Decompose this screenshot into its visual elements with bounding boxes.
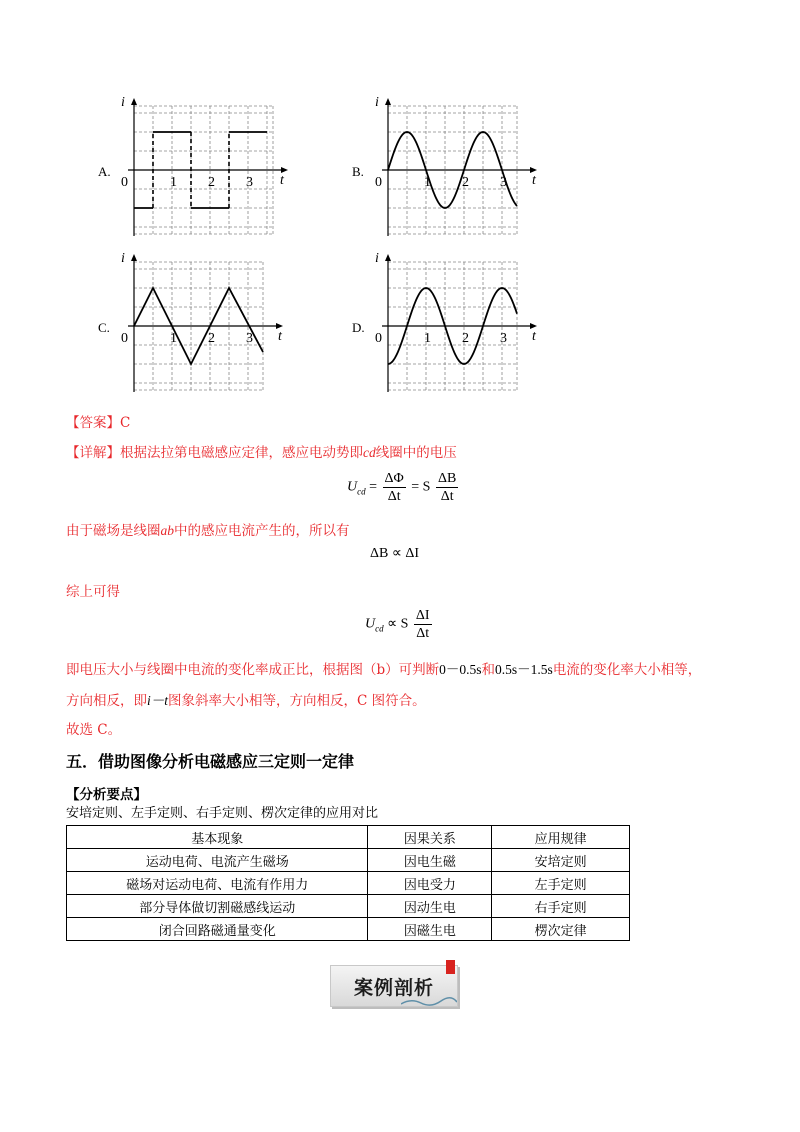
table-cell: 因磁生电 — [368, 918, 492, 941]
detail-var: cd — [363, 445, 376, 460]
detail-text: 由于磁场是线圈 — [66, 523, 161, 539]
tick-label: 2 — [208, 331, 215, 346]
table-header: 基本现象 — [67, 826, 368, 849]
detail-text: 中的感应电流产生的，所以有 — [174, 523, 350, 539]
fraction-numerator: ΔI — [415, 608, 430, 623]
detail-line-3: 综上可得 — [66, 584, 120, 600]
option-label-b: B. — [352, 164, 364, 179]
formula-sub: cd — [357, 486, 366, 497]
answer-value: C — [120, 415, 131, 431]
wave-decoration-icon — [401, 996, 457, 1006]
detail-text: 方向相反，即 — [66, 693, 147, 709]
option-label-a: A. — [98, 164, 111, 179]
table-cell: 闭合回路磁通量变化 — [67, 918, 368, 941]
section-title: 五．借助图像分析电磁感应三定则一定律 — [66, 752, 355, 771]
table-cell: 运动电荷、电流产生磁场 — [67, 849, 368, 872]
fraction-denominator: Δt — [416, 626, 430, 641]
y-axis-label: i — [121, 252, 125, 266]
tick-label: 3 — [500, 331, 507, 346]
banner-accent — [446, 960, 455, 974]
table-row — [67, 918, 630, 941]
answer-tag: 【答案】 — [66, 415, 120, 431]
tick-label: 3 — [246, 331, 253, 346]
table-cell: 左手定则 — [492, 872, 630, 895]
formula-lhs: U — [365, 616, 376, 632]
x-axis-label: t — [278, 329, 282, 344]
detail-text: 根据法拉第电磁感应定律，感应电动势即 — [120, 445, 363, 461]
tick-label: 2 — [462, 331, 469, 346]
tick-label: 2 — [462, 175, 469, 190]
detail-text: 电流的变化率大小相等， — [552, 662, 702, 678]
y-axis-label: i — [375, 96, 379, 110]
table-header: 因果关系 — [368, 826, 492, 849]
graph-b — [372, 96, 547, 241]
section-subhead: 【分析要点】 — [66, 787, 147, 803]
formula-relation: ∝ S — [387, 616, 409, 632]
detail-range: 0.5s－1.5s — [495, 662, 553, 677]
table-cell: 因电生磁 — [368, 849, 492, 872]
detail-text: 线圈中的电压 — [375, 445, 457, 461]
y-axis-label: i — [121, 96, 125, 110]
table-header-row — [67, 826, 630, 849]
formula-sub: cd — [375, 623, 384, 634]
graph-c — [118, 252, 293, 397]
tick-label: 1 — [170, 331, 177, 346]
option-label-c: C. — [98, 320, 110, 335]
graph-a — [118, 96, 293, 241]
formula-2: ΔB ∝ ΔI — [370, 546, 420, 561]
table-cell: 楞次定律 — [492, 918, 630, 941]
detail-text: 图象斜率大小相等，方向相反，C 图符合。 — [168, 693, 426, 709]
table-cell: 因电受力 — [368, 872, 492, 895]
tick-label: 3 — [246, 175, 253, 190]
y-axis-label: i — [375, 252, 379, 266]
tick-label: 3 — [500, 175, 507, 190]
detail-text: 即电压大小与线圈中电流的变化率成正比，根据图（b）可判断 — [66, 662, 440, 678]
conclusion: 故选 C。 — [66, 722, 122, 738]
detail-text: 和 — [481, 662, 496, 678]
table-row — [67, 849, 630, 872]
fraction-denominator: Δt — [387, 489, 401, 504]
tick-label: 2 — [208, 175, 215, 190]
detail-line-5 — [66, 689, 426, 709]
table-cell: 磁场对运动电荷、电流有作用力 — [67, 872, 368, 895]
formula-lhs: U — [347, 479, 358, 495]
table-cell: 部分导体做切割磁感线运动 — [67, 895, 368, 918]
detail-line-4 — [66, 658, 701, 678]
table-cell: 右手定则 — [492, 895, 630, 918]
detail-var: i－t — [147, 693, 169, 708]
answer-line — [66, 411, 130, 431]
option-label-d: D. — [352, 320, 365, 335]
fraction-numerator: ΔΦ — [384, 471, 404, 486]
x-axis-label: t — [532, 329, 536, 344]
tick-label: 1 — [170, 175, 177, 190]
origin-label: 0 — [121, 331, 128, 346]
fraction-numerator: ΔB — [437, 471, 457, 486]
x-axis-label: t — [532, 173, 536, 188]
detail-var: ab — [160, 523, 174, 538]
origin-label: 0 — [121, 175, 128, 190]
rules-table — [66, 825, 630, 941]
table-row — [67, 895, 630, 918]
x-axis-label: t — [280, 173, 284, 188]
formula-eq: = S — [411, 479, 431, 495]
case-analysis-banner — [330, 965, 458, 1007]
section-intro: 安培定则、左手定则、右手定则、楞次定律的应用对比 — [66, 806, 379, 821]
tick-label: 1 — [424, 331, 431, 346]
formula-3 — [365, 607, 434, 642]
origin-label: 0 — [375, 331, 382, 346]
origin-label: 0 — [375, 175, 382, 190]
banner-text: 案例剖析 — [353, 977, 434, 999]
table-cell: 安培定则 — [492, 849, 630, 872]
detail-tag: 【详解】 — [66, 445, 120, 461]
detail-line-2 — [66, 519, 350, 539]
detail-range: 0－0.5s — [439, 662, 482, 677]
table-row — [67, 872, 630, 895]
table-cell: 因动生电 — [368, 895, 492, 918]
tick-label: 1 — [424, 175, 431, 190]
graph-d — [372, 252, 547, 397]
formula-eq: = — [369, 479, 378, 495]
detail-line-1 — [66, 441, 457, 461]
table-header: 应用规律 — [492, 826, 630, 849]
fraction-denominator: Δt — [440, 489, 454, 504]
formula-1 — [347, 470, 460, 505]
